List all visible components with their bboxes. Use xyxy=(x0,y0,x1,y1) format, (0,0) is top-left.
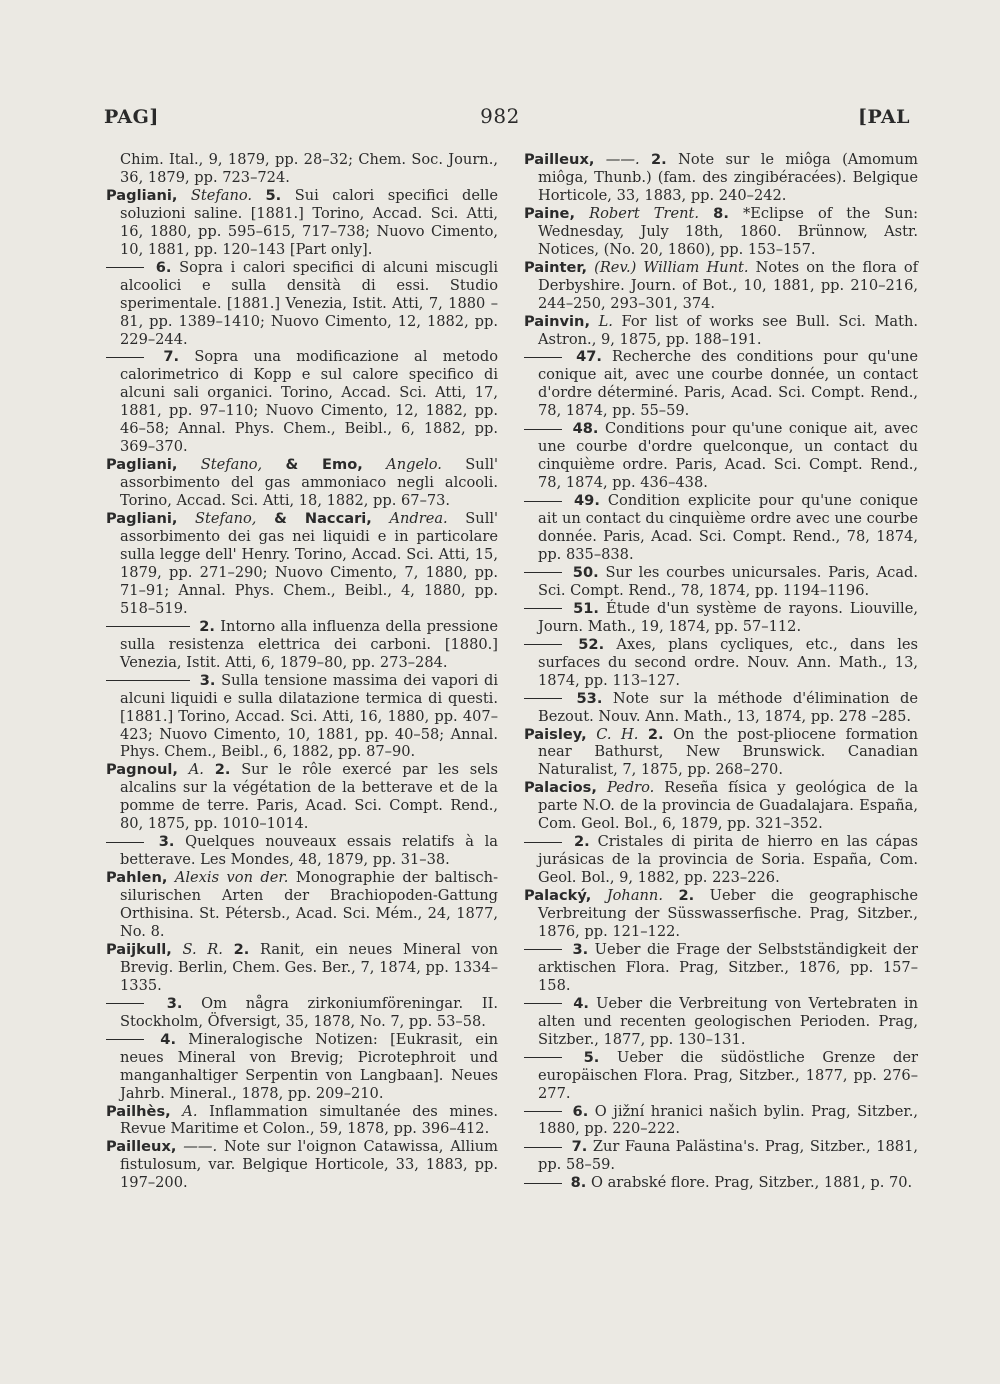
entry-text: Sull' assorbimento dei gas nei liquidi e in particolare sulla legge dell' Henry. Torino, Accad. Sci. Atti, 15, 1879, pp. 271–290; Nuovo Cimento, 7, 1880, pp. 71–91; Annal. Phys. Chem., Beibl., 4, 1880, pp. 518–519. xyxy=(120,510,499,617)
entry-text: Sur le rôle exercé par les sels alcalins sur la végétation de la betterave et de la pomme de terre. Paris, Acad. Sci. Compt. Rend., 80, 1875, pp. 1010–1014. xyxy=(120,761,498,833)
author-given-name: ——. xyxy=(605,151,640,168)
bibliography-entry xyxy=(106,761,498,833)
author-given-name: Alexis von der. xyxy=(174,869,289,887)
ditto-dash xyxy=(106,357,144,358)
author-name: Pagliani, xyxy=(106,510,178,528)
entry-text: Zur Fauna Palästina's. Prag, Sitzber., 1881, pp. 58–59. xyxy=(538,1138,919,1174)
entry-text: On the post-pliocene formation near Bathurst, New Brunswick. Canadian Naturalist, 7, 1875, pp. 268–270. xyxy=(538,725,919,779)
bibliography-entry xyxy=(524,313,918,349)
ditto-dash xyxy=(106,1003,144,1004)
entry-text: Reseña física y geológica de la parte N.O. de la provincia de Guadalajara. España, Com. Geol. Bol., 6, 1879, pp. 321–352. xyxy=(538,779,919,833)
author-given-name: A. xyxy=(188,761,204,779)
author-given-name: Pedro. xyxy=(606,779,655,797)
entry-text: Ueber die Verbreitung von Vertebraten in alten und recenten geologischen Perioden. Prag, Sitzber., 1877, pp. 130–131. xyxy=(538,994,919,1048)
entry-text: Monographie der baltisch-silurischen Arten der Brachiopoden-Gattung Orthisina. St. Pétersb., Acad. Sci. Mém., 24, 1877, No. 8. xyxy=(120,869,499,940)
entry-text: Ueber die Frage der Selbstständigkeit der arktischen Flora. Prag, Sitzber., 1876, pp. 157–158. xyxy=(538,940,918,994)
bibliography-entry xyxy=(524,833,918,887)
author-name: Paisley, xyxy=(524,725,587,743)
entry-number: 47. xyxy=(576,348,602,366)
author-given-name: Johann. xyxy=(606,887,663,905)
bibliography-entry xyxy=(524,1174,918,1192)
bibliography-entry xyxy=(524,151,918,205)
ditto-dash xyxy=(524,1147,562,1148)
entry-number: 50. xyxy=(572,563,599,581)
author-given-name: L. xyxy=(598,312,613,330)
running-head-left: PAG] xyxy=(104,106,159,128)
bibliography-entry xyxy=(106,151,498,187)
right-column xyxy=(524,151,918,1192)
author-given-name: Stefano, xyxy=(195,510,257,528)
entry-number: 3. xyxy=(166,994,183,1012)
author-name: Pailleux, xyxy=(524,151,595,168)
bibliography-entry xyxy=(524,941,918,995)
entry-text: Notes on the flora of Derbyshire. Journ. of Bot., 10, 1881, pp. 210–216, 244–250, 293–301, 374. xyxy=(538,258,919,312)
entry-number: 2. xyxy=(214,761,231,779)
bibliography-entry xyxy=(106,259,498,349)
author-given-name: Stefano. xyxy=(190,186,253,204)
entry-number: 2. xyxy=(647,725,664,743)
bibliography-entry xyxy=(106,618,498,672)
ditto-dash xyxy=(524,1183,562,1184)
ditto-dash xyxy=(524,429,562,430)
entry-number: 53. xyxy=(576,689,603,707)
entry-text: Condition explicite pour qu'une conique ait un contact du cinquième ordre avec une courbe donnée. Paris, Acad. Sci. Compt. Rend., 78, 1874, pp. 835–838. xyxy=(538,492,918,563)
bibliography-entry xyxy=(106,941,498,995)
entry-text: Conditions pour qu'une conique ait, avec une courbe d'ordre quelconque, un contact du cinquième ordre. Paris, Acad. Sci. Compt. Rend., 78, 1874, pp. 436–438. xyxy=(538,420,919,492)
entry-text: Note sur la méthode d'élimination de Bezout. Nouv. Ann. Math., 13, 1874, pp. 278 –285. xyxy=(538,689,918,725)
ditto-dash xyxy=(524,842,562,843)
ditto-dash xyxy=(524,608,562,609)
entry-number: 5. xyxy=(583,1048,600,1066)
bibliography-entry xyxy=(106,510,498,618)
entry-number: 6. xyxy=(572,1102,589,1120)
author-name: Pagliani, xyxy=(106,456,178,474)
entry-text: Ueber die geographische Verbreitung der Süsswasserfische. Prag, Sitzber., 1876, pp. 121–122. xyxy=(538,887,919,940)
entry-text: Intorno alla influenza della pressione sulla resistenza elettrica dei carboni. [1880.] Venezia, Istit. Atti, 6, 1879–80, pp. 273–284. xyxy=(120,617,499,671)
bibliography-entry xyxy=(524,779,918,833)
bibliography-entry xyxy=(524,492,918,564)
entry-number: 4. xyxy=(160,1030,176,1048)
author-name: Pahlen, xyxy=(106,869,168,887)
bibliography-entry xyxy=(524,690,918,726)
entry-text: Ranit, ein neues Mineral von Brevig. Berlin, Chem. Ges. Ber., 7, 1874, pp. 1334–1335. xyxy=(120,940,499,994)
bibliography-entry xyxy=(106,1031,498,1103)
entry-text: Ueber die südöstliche Grenze der europäischen Flora. Prag, Sitzber., 1877, pp. 276–277. xyxy=(538,1048,919,1102)
entry-number: 2. xyxy=(199,617,215,635)
author-given-name: Robert Trent. xyxy=(589,204,700,222)
bibliography-entry xyxy=(106,995,498,1031)
ditto-dash xyxy=(524,572,562,573)
coauthor-name: & Naccari, xyxy=(274,510,372,528)
entry-text: Mineralogische Notizen: [Eukrasit, ein neues Mineral von Brevig; Picrotephroit und manganhaltiger Serpentin von Langbaan]. Neues Jahrb. Mineral., 1878, pp. 209–210. xyxy=(120,1030,499,1102)
bibliography-entry xyxy=(524,564,918,600)
bibliography-entry xyxy=(106,833,498,869)
entry-number: 2. xyxy=(233,940,250,958)
bibliography-entry xyxy=(524,348,918,420)
bibliography-entry xyxy=(524,259,918,313)
ditto-dash xyxy=(106,267,144,268)
entry-text: O jižní hranici našich bylin. Prag, Sitzber., 1880, pp. 220–222. xyxy=(538,1102,919,1138)
author-name: Pagliani, xyxy=(106,186,178,204)
entry-text: Sopra i calori specifici di alcuni miscugli alcoolici e sulla densità di essi. Studio sperimentale. [1881.] Venezia, Istit. Atti, 7, 1880 –81, pp. 1389–1410; Nuovo Cimento, 12, 1882, pp. 229–244. xyxy=(120,258,499,348)
ditto-dash xyxy=(106,680,190,681)
bibliography-entry xyxy=(524,420,918,492)
entry-number: 3. xyxy=(572,940,589,958)
entry-number: 48. xyxy=(572,420,599,438)
bibliography-entry xyxy=(524,1103,918,1139)
entry-number: 51. xyxy=(573,599,599,617)
entry-text: Sull' assorbimento del gas ammoniaco negli alcooli. Torino, Accad. Sci. Atti, 18, 1882, pp. 67–73. xyxy=(120,456,499,510)
author-name: Pailleux, xyxy=(106,1138,177,1156)
entry-text: *Eclipse of the Sun: Wednesday, July 18th, 1860. Brünnow, Astr. Notices, (No. 20, 1860), pp. 153–157. xyxy=(538,204,919,258)
coauthor-given-name: Angelo. xyxy=(386,456,442,474)
ditto-dash xyxy=(524,357,562,358)
entry-number: 2. xyxy=(650,151,667,168)
entry-text: Cristales di pirita de hierro en las cápas jurásicas de la provincia de Soria. España, Com. Geol. Bol., 9, 1882, pp. 223–226. xyxy=(538,833,919,887)
entry-text: Étude d'un système de rayons. Liouville, Journ. Math., 19, 1874, pp. 57–112. xyxy=(538,599,918,635)
author-name: Paijkull, xyxy=(106,940,172,958)
entry-number: 3. xyxy=(199,671,216,689)
author-name: Painvin, xyxy=(524,312,590,330)
entry-text: Sulla tensione massima dei vapori di alcuni liquidi e sulla dilatazione termica di questi. [1881.] Torino, Accad. Sci. Atti, 16, 1880, pp. 407–423; Nuovo Cimento, 10, 1881, pp. 40–58; Annal. Phys. Chem., Beibl., 6, 1882, pp. 87–90. xyxy=(120,671,499,761)
author-name: Palacký, xyxy=(524,887,592,905)
author-name: Painter, xyxy=(524,258,588,276)
entry-text: Om några zirkoniumföreningar. II. Stockholm, Öfversigt, 35, 1878, No. 7, pp. 53–58. xyxy=(120,994,499,1030)
entry-text: Note sur l'oignon Catawissa, Allium fistulosum, var. Belgique Horticole, 33, 1883, pp. 197–200. xyxy=(120,1138,499,1192)
entry-number: 8. xyxy=(713,204,729,222)
entry-number: 4. xyxy=(573,994,589,1012)
running-head-right: [PAL xyxy=(858,106,910,128)
author-name: Pailhès, xyxy=(106,1102,171,1120)
author-given-name: C. H. xyxy=(596,725,639,743)
entry-text: Quelques nouveaux essais relatifs à la betterave. Les Mondes, 48, 1879, pp. 31–38. xyxy=(120,833,498,869)
entry-number: 2. xyxy=(573,833,590,851)
entry-number: 3. xyxy=(158,833,175,851)
bibliography-entry xyxy=(524,636,918,690)
bibliography-entry xyxy=(106,1138,498,1192)
ditto-dash xyxy=(106,626,190,627)
entry-text: For list of works see Bull. Sci. Math. Astron., 9, 1875, pp. 188–191. xyxy=(538,312,919,348)
author-name: Palacios, xyxy=(524,779,597,797)
bibliography-entry xyxy=(524,600,918,636)
ditto-dash xyxy=(524,501,562,502)
author-given-name: (Rev.) William Hunt. xyxy=(594,258,749,276)
entry-number: 5. xyxy=(265,186,282,204)
entry-text: O arabské flore. Prag, Sitzber., 1881, p. 70. xyxy=(590,1174,913,1192)
entry-number: 6. xyxy=(155,258,172,276)
entry-number: 49. xyxy=(574,492,600,510)
bibliography-entry xyxy=(524,887,918,941)
bibliography-entry xyxy=(106,1103,498,1139)
author-given-name: A. xyxy=(182,1102,198,1120)
ditto-dash xyxy=(106,842,144,843)
page-number: 982 xyxy=(480,104,520,128)
author-given-name: S. R. xyxy=(182,940,223,958)
bibliography-entry xyxy=(106,456,498,510)
entry-number: 52. xyxy=(578,635,605,653)
ditto-dash xyxy=(106,1039,144,1040)
bibliography-entry xyxy=(106,187,498,259)
left-column xyxy=(106,151,498,1192)
entry-text: Sopra una modificazione al metodo calorimetrico di Kopp e sul calore specifico di alcuni sali organici. Torino, Accad. Sci. Atti, 17, 1881, pp. 97–110; Nuovo Cimento, 12, 1882, pp. 46–58; Annal. Phys. Chem., Beibl., 6, 1882, pp. 369–370. xyxy=(120,348,498,456)
ditto-dash xyxy=(524,1111,562,1112)
bibliography-entry xyxy=(524,995,918,1049)
ditto-dash xyxy=(524,698,562,699)
author-name: Paine, xyxy=(524,204,575,222)
ditto-dash xyxy=(524,1003,562,1004)
bibliography-entry xyxy=(524,1049,918,1103)
ditto-dash xyxy=(524,949,562,950)
author-given-name: ——. xyxy=(183,1138,218,1156)
entry-text: Sui calori specifici delle soluzioni saline. [1881.] Torino, Accad. Sci. Atti, 16, 1880, pp. 595–615, 717–738; Nuovo Cimento, 10, 1881, pp. 120–143 [Part only]. xyxy=(120,186,499,258)
entry-text: Note sur le miôga (Amomum miôga, Thunb.) (fam. des zingibéracées). Belgique Horticole, 33, 1883, pp. 240–242. xyxy=(538,151,919,204)
entry-text: Recherche des conditions pour qu'une conique ait, avec une courbe donnée, un contact d'ordre déterminé. Paris, Acad. Sci. Compt. Rend., 78, 1874, pp. 55–59. xyxy=(538,348,919,420)
entry-number: 7. xyxy=(571,1138,588,1156)
bibliography-entry xyxy=(106,672,498,762)
entry-text: Inflammation simultanée des mines. Revue Maritime et Colon., 59, 1878, pp. 396–412. xyxy=(120,1102,499,1138)
coauthor-given-name: Andrea. xyxy=(389,510,448,528)
entry-number: 8. xyxy=(570,1174,587,1192)
author-name: Pagnoul, xyxy=(106,761,178,779)
bibliography-entry xyxy=(106,869,498,941)
ditto-dash xyxy=(524,644,562,645)
ditto-dash xyxy=(524,1057,562,1058)
entry-number: 2. xyxy=(678,887,695,905)
bibliography-entry xyxy=(524,205,918,259)
coauthor-name: & Emo, xyxy=(285,456,363,474)
entry-text: Chim. Ital., 9, 1879, pp. 28–32; Chem. Soc. Journ., 36, 1879, pp. 723–724. xyxy=(120,151,498,186)
bibliography-entry xyxy=(524,726,918,780)
entry-number: 7. xyxy=(163,348,180,366)
bibliography-entry xyxy=(106,348,498,456)
entry-text: Axes, plans cycliques, etc., dans les surfaces du second ordre. Nouv. Ann. Math., 13, 1874, pp. 113–127. xyxy=(538,635,919,689)
author-given-name: Stefano, xyxy=(200,456,263,474)
bibliography-entry xyxy=(524,1138,918,1174)
entry-text: Sur les courbes unicursales. Paris, Acad. Sci. Compt. Rend., 78, 1874, pp. 1194–1196. xyxy=(538,563,919,599)
